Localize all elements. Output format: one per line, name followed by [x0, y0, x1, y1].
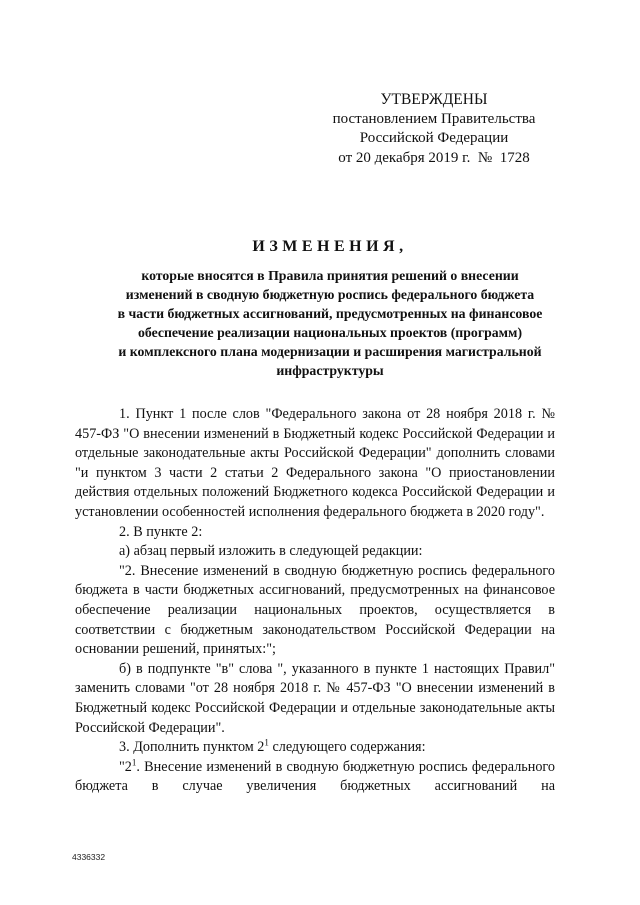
paragraph-7 [75, 758, 555, 797]
paragraph-6 [75, 738, 555, 758]
approval-line-1: постановлением Правительства [332, 110, 536, 127]
document-code: 4336332 [72, 852, 106, 862]
document-body [75, 405, 555, 797]
subtitle-line: и комплексного плана модернизации и расширения магистральной [118, 344, 542, 359]
subtitle-line: в части бюджетных ассигнований, предусмотренных на финансовое [117, 306, 543, 321]
superscript: 1 [264, 737, 269, 748]
paragraph-2: 2. В пункте 2: [119, 523, 203, 540]
paragraph-3: а) абзац первый изложить в следующей редакции: [119, 543, 423, 560]
subtitle-line: изменений в сводную бюджетную роспись федерального бюджета [125, 287, 535, 302]
title-caption: ИЗМЕНЕНИЯ, [252, 238, 408, 255]
approval-line-2: Российской Федерации [359, 130, 509, 146]
subtitle-line: обеспечение реализации национальных проектов (программ) [137, 325, 523, 340]
subtitle-line: инфраструктуры [276, 363, 384, 378]
paragraph-5: б) в подпункте "в" слова ", указанного в пункте 1 настоящих Правил" заменить словами "от 28 ноября 2018 г. № 457-ФЗ "О внесении изменений в Бюджетный кодекс Российской Федерации и отдельные законодательные акты Российской Федерации". [75, 660, 555, 736]
paragraph-6-text: 3. Дополнить пунктом 2 [119, 739, 265, 756]
paragraph-7-text: "2 [119, 758, 132, 775]
subtitle-line: которые вносятся в Правила принятия решений о внесении [141, 268, 519, 283]
approval-block [318, 90, 550, 168]
paragraph-1: 1. Пункт 1 после слов "Федерального закона от 28 ноября 2018 г. № 457-ФЗ "О внесении изменений в Бюджетный кодекс Российской Федерации и отдельные законодательные акты Российской Федерации" дополнить словами "и пунктом 3 части 2 статьи 2 Федерального закона "О приостановлении действия отдельных положений Бюджетного кодекса Российской Федерации и установлении особенностей исполнения федерального бюджета в 2020 году". [75, 406, 555, 520]
superscript: 1 [131, 756, 137, 767]
approval-line-3: от 20 декабря 2019 г. № 1728 [338, 149, 530, 166]
paragraph-4: "2. Внесение изменений в сводную бюджетную роспись федерального бюджета в части бюджетных ассигнований, предусмотренных на финансовое обеспечение реализации национальных проектов, осуществляется в соответствии с бюджетным законодательством Российской Федерации на основании решений, принятых:"; [75, 562, 555, 658]
paragraph-7-text-end: . Внесение изменений в сводную бюджетную роспись федерального бюджета в случае увеличения бюджетных ассигнований на [75, 758, 555, 795]
approval-heading: УТВЕРЖДЕНЫ [380, 91, 488, 108]
paragraph-6-text-end: следующего содержания: [268, 739, 426, 756]
document-title [60, 238, 600, 380]
